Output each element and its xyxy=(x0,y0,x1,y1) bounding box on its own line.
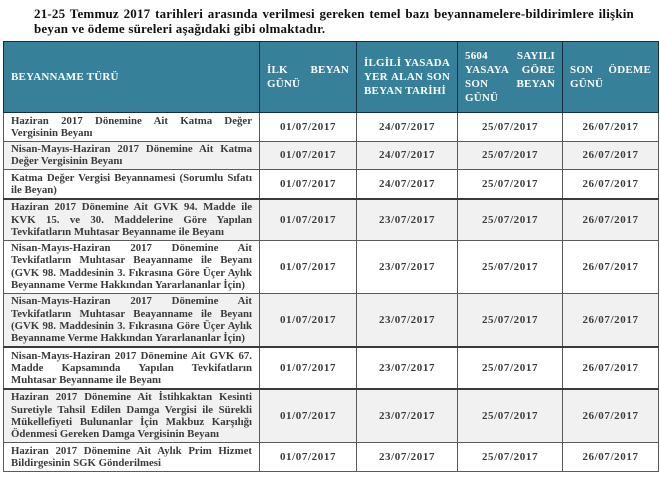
cell-beyanname-turu: Nisan-Mayıs-Haziran 2017 Dönemine Ait Tevkifatların Muhtasar Beayanname ile Beyanı (GVK 98. Maddesinin 3. Fıkrasına Göre Üçer Aylık Beyanname Verme Hakkından Yararlananlar İçin) xyxy=(4,240,260,293)
column-header-son-odeme-gunu: SON ÖDEME GÜNÜ xyxy=(563,42,659,113)
column-header-beyanname-turu: BEYANNAME TÜRÜ xyxy=(4,42,260,113)
header-row xyxy=(4,42,659,113)
table-row xyxy=(4,141,659,170)
cell-beyanname-turu: Nisan-Mayıs-Haziran 2017 Dönemine Ait Katma Değer Vergisinin Beyanı xyxy=(4,141,260,170)
cell-5604-son-beyan: 25/07/2017 xyxy=(458,113,563,142)
intro-text: 21-25 Temmuz 2017 tarihleri arasında verilmesi gereken temel bazı beyannamelere-bildirimlere ilişkin beyan ve ödeme süreleri aşağıdaki gibi olmaktadır. xyxy=(34,6,634,36)
cell-5604-son-beyan: 25/07/2017 xyxy=(458,389,563,443)
cell-ilk-beyan-gunu: 01/07/2017 xyxy=(260,113,357,142)
cell-yasada-son-beyan: 23/07/2017 xyxy=(357,199,458,240)
cell-5604-son-beyan: 25/07/2017 xyxy=(458,170,563,199)
cell-yasada-son-beyan: 24/07/2017 xyxy=(357,113,458,142)
cell-5604-son-beyan: 25/07/2017 xyxy=(458,141,563,170)
cell-yasada-son-beyan: 24/07/2017 xyxy=(357,170,458,199)
table-row xyxy=(4,389,659,443)
cell-son-odeme: 26/07/2017 xyxy=(563,199,659,240)
cell-ilk-beyan-gunu: 01/07/2017 xyxy=(260,389,357,443)
cell-beyanname-turu: Nisan-Mayıs-Haziran 2017 Dönemine Ait GVK 67. Madde Kapsamında Yapılan Tevkifatların Muhtasar Beyanname ile Beyanı xyxy=(4,347,260,389)
cell-yasada-son-beyan: 23/07/2017 xyxy=(357,443,458,472)
cell-5604-son-beyan: 25/07/2017 xyxy=(458,443,563,472)
table-row xyxy=(4,113,659,142)
cell-beyanname-turu: Katma Değer Vergisi Beyannamesi (Sorumlu Sıfatı ile Beyan) xyxy=(4,170,260,199)
cell-son-odeme: 26/07/2017 xyxy=(563,170,659,199)
cell-5604-son-beyan: 25/07/2017 xyxy=(458,293,563,347)
cell-5604-son-beyan: 25/07/2017 xyxy=(458,347,563,389)
cell-5604-son-beyan: 25/07/2017 xyxy=(458,199,563,240)
table-row xyxy=(4,347,659,389)
table-row xyxy=(4,443,659,472)
cell-ilk-beyan-gunu: 01/07/2017 xyxy=(260,293,357,347)
cell-ilk-beyan-gunu: 01/07/2017 xyxy=(260,347,357,389)
cell-beyanname-turu: Haziran 2017 Dönemine Ait Katma Değer Vergisinin Beyanı xyxy=(4,113,260,142)
cell-son-odeme: 26/07/2017 xyxy=(563,443,659,472)
cell-beyanname-turu: Nisan-Mayıs-Haziran 2017 Dönemine Ait Tevkifatların Muhtasar Beayanname ile Beyanı (GVK 98. Maddesinin 3. Fıkrasına Göre Üçer Aylık Beyanname Verme Hakkından Yararlananlar İçin) xyxy=(4,293,260,347)
cell-ilk-beyan-gunu: 01/07/2017 xyxy=(260,443,357,472)
cell-son-odeme: 26/07/2017 xyxy=(563,347,659,389)
cell-son-odeme: 26/07/2017 xyxy=(563,113,659,142)
cell-yasada-son-beyan: 23/07/2017 xyxy=(357,347,458,389)
cell-beyanname-turu: Haziran 2017 Dönemine Ait GVK 94. Madde ile KVK 15. ve 30. Maddelerine Göre Yapılan Tevkifatların Muhtasar Beyanname ile Beyanı xyxy=(4,199,260,240)
column-header-ilk-beyan-gunu: İLK BEYAN GÜNÜ xyxy=(260,42,357,113)
cell-beyanname-turu: Haziran 2017 Dönemine Ait İstihkaktan Kesinti Suretiyle Tahsil Edilen Damga Vergisi ile Sürekli Mükellefiyeti Bulunanlar İçin Makbuz Karşılığı Ödenmesi Gereken Damga Vergisinin Beyanı xyxy=(4,389,260,443)
table-row xyxy=(4,199,659,240)
table-row xyxy=(4,240,659,293)
cell-ilk-beyan-gunu: 01/07/2017 xyxy=(260,199,357,240)
cell-5604-son-beyan: 25/07/2017 xyxy=(458,240,563,293)
table-row xyxy=(4,293,659,347)
cell-ilk-beyan-gunu: 01/07/2017 xyxy=(260,141,357,170)
cell-yasada-son-beyan: 24/07/2017 xyxy=(357,141,458,170)
table-row xyxy=(4,170,659,199)
cell-ilk-beyan-gunu: 01/07/2017 xyxy=(260,240,357,293)
cell-yasada-son-beyan: 23/07/2017 xyxy=(357,240,458,293)
cell-yasada-son-beyan: 23/07/2017 xyxy=(357,389,458,443)
cell-son-odeme: 26/07/2017 xyxy=(563,293,659,347)
cell-ilk-beyan-gunu: 01/07/2017 xyxy=(260,170,357,199)
declarations-table xyxy=(3,41,659,472)
cell-son-odeme: 26/07/2017 xyxy=(563,240,659,293)
column-header-5604-sayili-yasa-son-beyan-gunu: 5604 SAYILI YASAYA GÖRE SON BEYAN GÜNÜ xyxy=(458,42,563,113)
cell-son-odeme: 26/07/2017 xyxy=(563,389,659,443)
cell-beyanname-turu: Haziran 2017 Dönemine Ait Aylık Prim Hizmet Bildirgesinin SGK Gönderilmesi xyxy=(4,443,260,472)
cell-son-odeme: 26/07/2017 xyxy=(563,141,659,170)
cell-yasada-son-beyan: 23/07/2017 xyxy=(357,293,458,347)
column-header-ilgili-yasada-son-beyan-tarihi: İLGİLİ YASADA YER ALAN SON BEYAN TARİHİ xyxy=(357,42,458,113)
